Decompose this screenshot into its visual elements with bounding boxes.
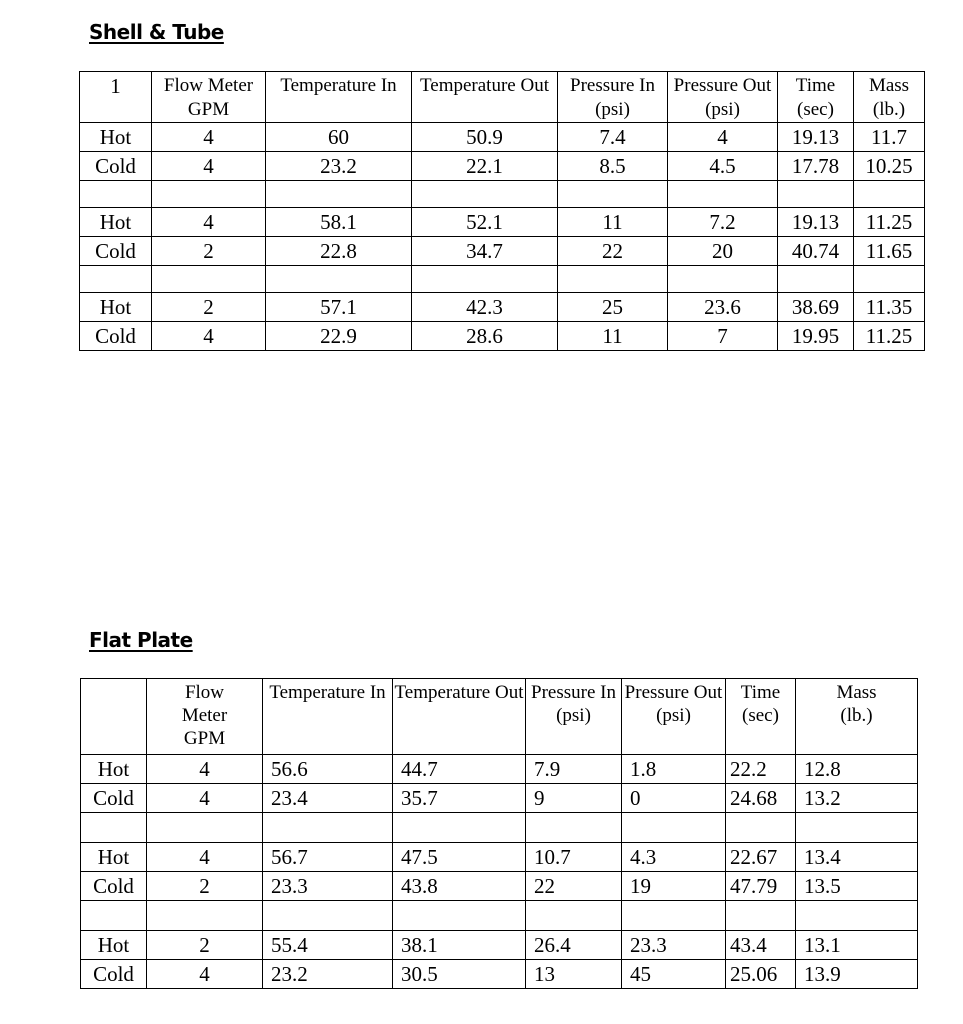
header-time: Time (sec)	[726, 679, 796, 755]
cell-time: 22.2	[726, 755, 796, 784]
cell-pressure-in: 10.7	[526, 843, 622, 872]
cell-temp-out: 34.7	[412, 237, 558, 266]
separator-row	[81, 813, 918, 843]
row-label: Cold	[80, 237, 152, 266]
cell-gpm: 4	[152, 208, 266, 237]
cell-mass: 11.65	[854, 237, 925, 266]
cell-pressure-out: 0	[622, 784, 726, 813]
cell-mass: 13.1	[796, 931, 918, 960]
cell-temp-out: 22.1	[412, 152, 558, 181]
corner-cell	[81, 679, 147, 755]
cell-gpm: 4	[152, 322, 266, 351]
cell-pressure-in: 26.4	[526, 931, 622, 960]
cell-temp-out: 42.3	[412, 293, 558, 322]
cell-mass: 12.8	[796, 755, 918, 784]
shell-tube-table	[79, 71, 925, 351]
table-row	[81, 872, 918, 901]
cell-mass: 11.25	[854, 322, 925, 351]
cell-gpm: 2	[147, 931, 263, 960]
row-label: Hot	[80, 123, 152, 152]
cell-time: 38.69	[778, 293, 854, 322]
header-pressure-in: Pressure In (psi)	[526, 679, 622, 755]
corner-label: 1	[80, 72, 152, 123]
header-pressure-out: Pressure Out (psi)	[668, 72, 778, 123]
separator-row	[80, 181, 925, 208]
cell-pressure-out: 4.5	[668, 152, 778, 181]
cell-temp-out: 43.8	[393, 872, 526, 901]
cell-pressure-out: 4.3	[622, 843, 726, 872]
cell-gpm: 4	[152, 123, 266, 152]
cell-pressure-in: 11	[558, 208, 668, 237]
cell-temp-out: 28.6	[412, 322, 558, 351]
separator-row	[81, 901, 918, 931]
cell-temp-out: 44.7	[393, 755, 526, 784]
header-flow-meter: Flow Meter GPM	[152, 72, 266, 123]
cell-temp-in: 60	[266, 123, 412, 152]
row-label: Hot	[81, 931, 147, 960]
row-label: Cold	[80, 322, 152, 351]
cell-pressure-in: 8.5	[558, 152, 668, 181]
cell-temp-in: 22.9	[266, 322, 412, 351]
row-label: Cold	[80, 152, 152, 181]
cell-pressure-out: 20	[668, 237, 778, 266]
cell-time: 43.4	[726, 931, 796, 960]
cell-time: 19.95	[778, 322, 854, 351]
table-row	[81, 784, 918, 813]
cell-temp-in: 57.1	[266, 293, 412, 322]
cell-mass: 11.25	[854, 208, 925, 237]
table-header-row	[81, 679, 918, 755]
header-temp-in: Temperature In	[263, 679, 393, 755]
cell-pressure-out: 23.6	[668, 293, 778, 322]
cell-pressure-out: 1.8	[622, 755, 726, 784]
cell-gpm: 4	[147, 960, 263, 989]
cell-mass: 10.25	[854, 152, 925, 181]
cell-mass: 13.5	[796, 872, 918, 901]
cell-mass: 13.9	[796, 960, 918, 989]
cell-temp-in: 58.1	[266, 208, 412, 237]
header-mass: Mass (lb.)	[854, 72, 925, 123]
cell-pressure-out: 7	[668, 322, 778, 351]
cell-time: 40.74	[778, 237, 854, 266]
cell-time: 19.13	[778, 123, 854, 152]
table-row	[81, 960, 918, 989]
cell-temp-out: 35.7	[393, 784, 526, 813]
cell-temp-in: 56.6	[263, 755, 393, 784]
cell-mass: 13.4	[796, 843, 918, 872]
table-row	[80, 123, 925, 152]
cell-temp-out: 30.5	[393, 960, 526, 989]
table-row	[80, 293, 925, 322]
cell-temp-in: 23.4	[263, 784, 393, 813]
row-label: Cold	[81, 872, 147, 901]
header-time: Time (sec)	[778, 72, 854, 123]
table-header-row	[80, 72, 925, 123]
cell-temp-in: 23.2	[266, 152, 412, 181]
cell-pressure-out: 19	[622, 872, 726, 901]
cell-temp-out: 52.1	[412, 208, 558, 237]
row-label: Hot	[80, 208, 152, 237]
cell-pressure-out: 4	[668, 123, 778, 152]
table-row	[81, 843, 918, 872]
row-label: Cold	[81, 960, 147, 989]
cell-pressure-out: 7.2	[668, 208, 778, 237]
cell-pressure-in: 13	[526, 960, 622, 989]
cell-mass: 11.7	[854, 123, 925, 152]
cell-pressure-in: 22	[526, 872, 622, 901]
cell-time: 47.79	[726, 872, 796, 901]
cell-temp-out: 50.9	[412, 123, 558, 152]
cell-mass: 13.2	[796, 784, 918, 813]
flat-plate-table	[80, 678, 918, 989]
cell-pressure-in: 9	[526, 784, 622, 813]
header-mass: Mass (lb.)	[796, 679, 918, 755]
flat-plate-title: Flat Plate	[89, 628, 193, 652]
header-temp-in: Temperature In	[266, 72, 412, 123]
cell-time: 19.13	[778, 208, 854, 237]
cell-gpm: 4	[147, 784, 263, 813]
cell-temp-in: 56.7	[263, 843, 393, 872]
cell-time: 25.06	[726, 960, 796, 989]
table-row	[80, 208, 925, 237]
cell-pressure-in: 7.9	[526, 755, 622, 784]
cell-temp-in: 23.3	[263, 872, 393, 901]
cell-time: 22.67	[726, 843, 796, 872]
cell-temp-in: 23.2	[263, 960, 393, 989]
cell-pressure-out: 45	[622, 960, 726, 989]
table-row	[81, 931, 918, 960]
cell-temp-in: 55.4	[263, 931, 393, 960]
table-row	[80, 152, 925, 181]
cell-temp-out: 38.1	[393, 931, 526, 960]
table-row	[81, 755, 918, 784]
separator-row	[80, 266, 925, 293]
cell-mass: 11.35	[854, 293, 925, 322]
cell-gpm: 4	[152, 152, 266, 181]
header-temp-out: Temperature Out	[412, 72, 558, 123]
table-row	[80, 322, 925, 351]
header-pressure-out: Pressure Out (psi)	[622, 679, 726, 755]
row-label: Hot	[81, 843, 147, 872]
cell-gpm: 4	[147, 755, 263, 784]
cell-pressure-in: 7.4	[558, 123, 668, 152]
cell-time: 17.78	[778, 152, 854, 181]
cell-time: 24.68	[726, 784, 796, 813]
cell-gpm: 2	[152, 293, 266, 322]
cell-pressure-in: 22	[558, 237, 668, 266]
cell-pressure-out: 23.3	[622, 931, 726, 960]
cell-gpm: 2	[147, 872, 263, 901]
cell-temp-out: 47.5	[393, 843, 526, 872]
cell-pressure-in: 25	[558, 293, 668, 322]
header-temp-out: Temperature Out	[393, 679, 526, 755]
shell-tube-title: Shell & Tube	[89, 20, 224, 44]
cell-gpm: 2	[152, 237, 266, 266]
cell-temp-in: 22.8	[266, 237, 412, 266]
row-label: Hot	[80, 293, 152, 322]
header-pressure-in: Pressure In (psi)	[558, 72, 668, 123]
row-label: Cold	[81, 784, 147, 813]
row-label: Hot	[81, 755, 147, 784]
header-flow-meter: Flow Meter GPM	[147, 679, 263, 755]
table-row	[80, 237, 925, 266]
cell-pressure-in: 11	[558, 322, 668, 351]
cell-gpm: 4	[147, 843, 263, 872]
